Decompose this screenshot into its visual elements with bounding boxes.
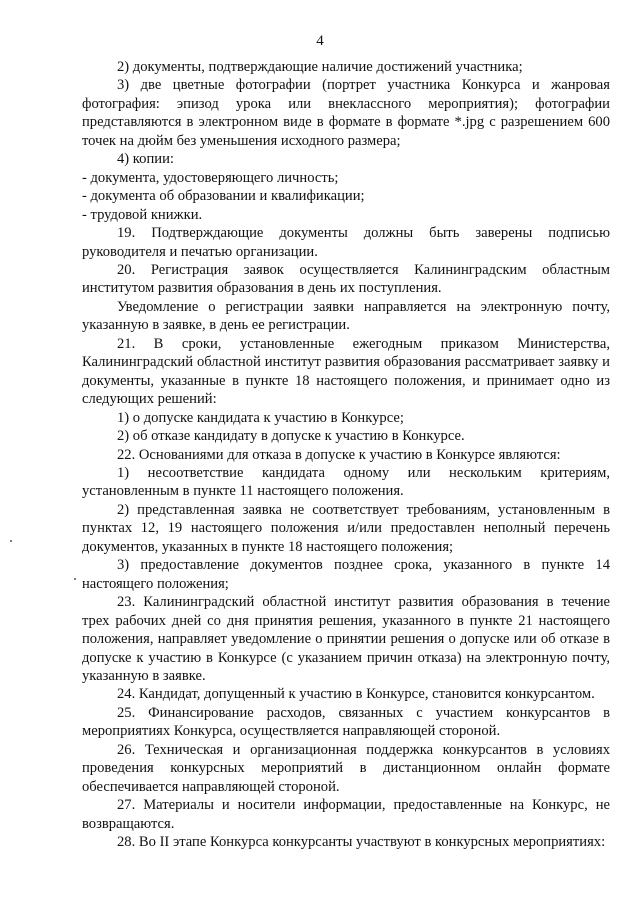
paragraph-20-notification: Уведомление о регистрации заявки направляется на электронную почту, указанную в заявке, в день ее регистрации. bbox=[82, 298, 610, 334]
paragraph-20: 20. Регистрация заявок осуществляется Калининградским областным институтом развития образования в день их поступления. bbox=[82, 261, 610, 297]
paragraph-22-reason-2: 2) представленная заявка не соответствует требованиям, установленным в пунктах 12, 19 настоящего положения и/или предоставлен неполный перечень документов, указанных в пункте 18 настоящего положения; bbox=[82, 501, 610, 555]
scan-speck bbox=[10, 540, 12, 542]
paragraph-22: 22. Основаниями для отказа в допуске к участию в Конкурсе являются: bbox=[117, 446, 561, 463]
paragraph-27: 27. Материалы и носители информации, предоставленные на Конкурс, не возвращаются. bbox=[82, 797, 610, 832]
paragraph-22-reason-3: 3) предоставление документов позднее срока, указанного в пункте 14 настоящего положения; bbox=[82, 557, 610, 592]
list-item-identity-document: - документа, удостоверяющего личность; bbox=[82, 169, 339, 186]
page-number: 4 bbox=[316, 33, 324, 49]
paragraph-item-4-copies: 4) копии: bbox=[117, 151, 174, 168]
scan-speck bbox=[74, 578, 76, 580]
paragraph-23: 23. Калининградский областной институт развития образования в течение трех рабочих дней со дня принятия решения, указанного в пункте 21 настоящего положения, направляет уведомление о принятии решения о допуске или об отказе в допуске к участию в Конкурсе (с указанием причин отказа) на электронную почту, указанную в заявке. bbox=[82, 594, 610, 684]
paragraph-25: 25. Финансирование расходов, связанных с участием конкурсантов в мероприятиях Конкурса, осуществляется направляющей стороной. bbox=[82, 704, 610, 740]
list-item-education-document: - документа об образовании и квалификации; bbox=[82, 188, 365, 205]
paragraph-28: 28. Во II этапе Конкурса конкурсанты участвуют в конкурсных мероприятиях: bbox=[117, 834, 606, 851]
paragraph-21-option-2: 2) об отказе кандидату в допуске к участию в Конкурсе. bbox=[117, 428, 465, 445]
paragraph-24: 24. Кандидат, допущенный к участию в Конкурсе, становится конкурсантом. bbox=[117, 686, 595, 703]
paragraph-26: 26. Техническая и организационная поддержка конкурсантов в условиях проведения конкурсных мероприятий в дистанционном онлайн формате обеспечивается направляющей стороной. bbox=[82, 741, 610, 795]
paragraph-item-2: 2) документы, подтверждающие наличие достижений участника; bbox=[117, 59, 523, 75]
paragraph-22-reason-1: 1) несоответствие кандидата одному или нескольким критериям, установленным в пункте 11 настоящего положения. bbox=[82, 464, 610, 500]
paragraph-item-3-photos: 3) две цветные фотографии (портрет участника Конкурса и жанровая фотография: эпизод урока или внеклассного мероприятия); фотографии представляются в электронном виде в формате в формате *.jpg с разрешением 600 точек на дюйм без уменьшения исходного размера; bbox=[82, 77, 610, 149]
paragraph-21-option-1: 1) о допуске кандидата к участию в Конкурсе; bbox=[117, 409, 404, 426]
paragraph-19: 19. Подтверждающие документы должны быть заверены подписью руководителя и печатью организации. bbox=[82, 225, 610, 260]
paragraph-21: 21. В сроки, установленные ежегодным приказом Министерства, Калининградский областной институт развития образования рассматривает заявку и документы, указанные в пункте 18 настоящего положения, и принимает одно из следующих решений: bbox=[82, 335, 610, 408]
list-item-employment-record: - трудовой книжки. bbox=[82, 206, 203, 223]
document-body bbox=[82, 58, 610, 851]
